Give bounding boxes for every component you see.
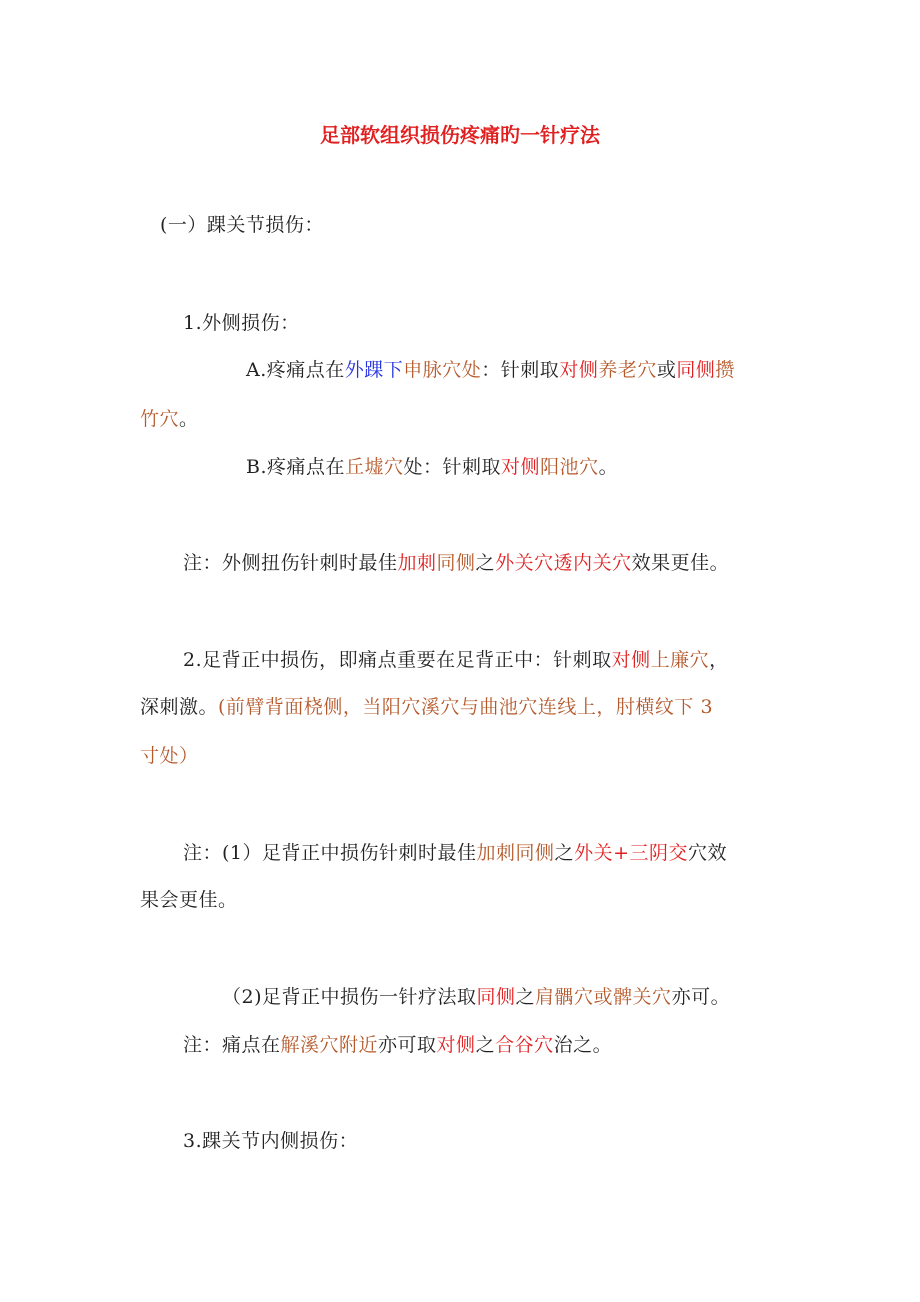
note-2 xyxy=(183,840,727,866)
text-run: 对侧 xyxy=(559,359,599,381)
text-run: 注：外侧扭伤针刺时最佳 xyxy=(183,552,398,574)
note-2-continued xyxy=(140,887,238,913)
text-run: 穴效 xyxy=(687,842,727,864)
paragraph-item2-continued-2 xyxy=(140,743,199,769)
text-run: 寸处） xyxy=(140,745,199,767)
note-1 xyxy=(183,550,729,576)
paragraph-item1a-continued xyxy=(140,406,199,432)
text-run: 肩髃穴或髀关穴 xyxy=(535,986,672,1008)
item-heading-1: 1.外侧损伤： xyxy=(183,312,300,334)
note-2b xyxy=(222,984,730,1010)
text-run: 同侧 xyxy=(476,986,516,1008)
text-run: 外踝下 xyxy=(344,359,404,381)
text-run: B.疼痛点在 xyxy=(246,456,346,478)
text-run: ：针刺取 xyxy=(481,359,560,381)
text-run: 注：痛点在 xyxy=(183,1034,281,1056)
text-run: 同侧 xyxy=(515,842,555,864)
text-run: 竹穴 xyxy=(140,408,180,430)
document-title: 足部软组织损伤疼痛旳一针疗法 xyxy=(320,123,600,147)
text-run: 同侧 xyxy=(436,552,476,574)
text-run: （2)足背正中损伤一针疗法取 xyxy=(222,986,477,1008)
text-run: 亦可取 xyxy=(378,1034,437,1056)
text-run: 对侧 xyxy=(611,649,651,671)
text-run: 攒 xyxy=(715,359,735,381)
text-run: 同侧 xyxy=(676,359,716,381)
paragraph-item2-continued xyxy=(140,694,713,720)
paragraph-item2 xyxy=(183,647,729,673)
text-run: 丘墟穴 xyxy=(345,456,404,478)
text-run: 对侧 xyxy=(436,1034,476,1056)
text-run: 阳池穴 xyxy=(540,456,599,478)
text-run: 注：(1）足背正中损伤针刺时最佳 xyxy=(183,842,477,864)
text-run: 申脉穴处 xyxy=(403,359,482,381)
text-run: (前臂背面桡侧，当阳穴溪穴与曲池穴连线上，肘横纹下 3 xyxy=(218,696,714,718)
text-run: 之 xyxy=(554,842,575,864)
text-run: 。 xyxy=(598,456,619,478)
paragraph-item1a xyxy=(246,357,735,383)
text-run: 养老穴 xyxy=(598,359,657,381)
text-run: 治之。 xyxy=(553,1034,613,1056)
text-run: 果会更佳。 xyxy=(140,889,238,911)
text-run: 之 xyxy=(515,986,536,1008)
text-run: 2.足背正中损伤，即痛点重要在足背正中：针刺取 xyxy=(183,649,612,671)
text-run: 。 xyxy=(179,408,199,430)
text-run: 处：针刺取 xyxy=(403,456,502,478)
text-run: 外关+三阴交 xyxy=(574,842,688,864)
text-run: 或 xyxy=(656,359,677,381)
text-run: 合谷穴 xyxy=(495,1034,554,1056)
text-run: 上廉穴 xyxy=(650,649,710,671)
text-run: 深刺激。 xyxy=(140,696,219,718)
note-3 xyxy=(183,1032,612,1058)
text-run: 之 xyxy=(475,552,496,574)
text-run: 之 xyxy=(475,1034,496,1056)
text-run: 对侧 xyxy=(501,456,541,478)
text-run: 外关穴透内关穴 xyxy=(495,552,632,574)
text-run: A.疼痛点在 xyxy=(246,359,345,381)
text-run: 亦可。 xyxy=(671,986,731,1008)
text-run: 加刺 xyxy=(476,842,516,864)
section-heading: (一）踝关节损伤： xyxy=(160,214,324,236)
paragraph-item1b xyxy=(246,454,618,480)
item-heading-3: 3.踝关节内侧损伤： xyxy=(183,1130,359,1152)
text-run: 解溪穴附近 xyxy=(280,1034,379,1056)
text-run: ， xyxy=(709,649,729,671)
text-run: 加刺 xyxy=(397,552,437,574)
text-run: 效果更佳。 xyxy=(631,552,730,574)
